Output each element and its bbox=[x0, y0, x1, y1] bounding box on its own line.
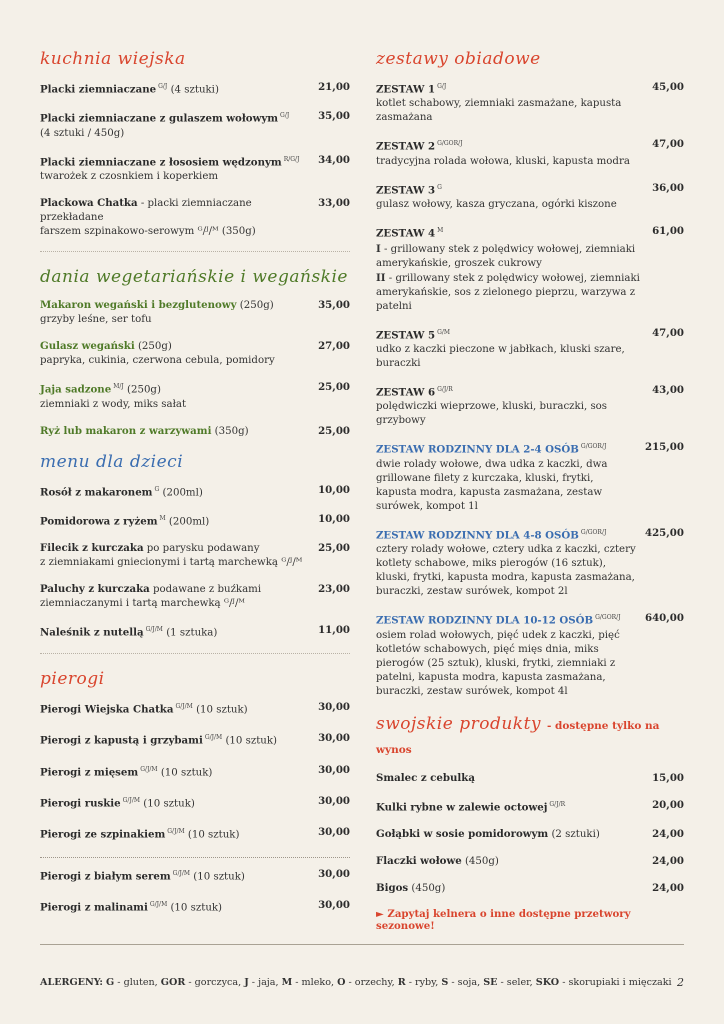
menu-item bbox=[376, 181, 684, 212]
menu-item bbox=[376, 137, 684, 168]
menu-item-price: 30,00 bbox=[318, 732, 350, 745]
menu-item-price: 24,00 bbox=[652, 881, 684, 894]
menu-item-portion: (250g) bbox=[123, 384, 161, 396]
menu-item-row bbox=[376, 224, 684, 313]
allergen-footer bbox=[40, 976, 684, 989]
allergen-entry bbox=[441, 977, 483, 988]
right-column bbox=[376, 40, 684, 932]
menu-item-title bbox=[40, 623, 318, 640]
menu-item-portion: - placki ziemniaczane przekładane bbox=[40, 198, 252, 224]
allergen-code: R bbox=[397, 977, 406, 988]
menu-item-row bbox=[376, 881, 684, 896]
menu-item-description: ziemniaczanymi i tartą marchewką ᴳ/ᴶ/ᴹ bbox=[40, 598, 246, 610]
menu-item-portion: (10 sztuk) bbox=[167, 902, 223, 914]
menu-item-row bbox=[40, 825, 350, 842]
menu-item-row bbox=[40, 380, 350, 411]
menu-item-price: 45,00 bbox=[652, 81, 684, 93]
menu-item-portion: (350g) bbox=[211, 425, 249, 437]
menu-item-portion: (10 sztuk) bbox=[192, 704, 248, 716]
menu-item-portion: (250g) bbox=[134, 341, 172, 353]
allergen-code: G bbox=[106, 977, 115, 988]
menu-item bbox=[40, 109, 350, 140]
menu-item-title bbox=[376, 383, 652, 428]
allergen-entry bbox=[244, 977, 281, 988]
variant-text: - grillowany stek z polędwicy wołowej, ziemniaki amerykańskie, sos z zielonego pieprzu, warzywa z patelni bbox=[376, 272, 640, 312]
allergen-name: - soja, bbox=[448, 977, 484, 988]
menu-item-row bbox=[376, 854, 684, 869]
left-column bbox=[40, 40, 350, 929]
menu-item bbox=[376, 611, 684, 698]
menu-item-name: ZESTAW 5 bbox=[376, 328, 436, 341]
menu-item-price: 47,00 bbox=[652, 138, 684, 151]
menu-item-name: ZESTAW 2 bbox=[376, 140, 436, 153]
dzieci-list bbox=[40, 483, 350, 641]
menu-item-portion: (1 sztuka) bbox=[162, 627, 218, 639]
menu-item-title bbox=[40, 794, 318, 811]
allergen-code: G bbox=[154, 485, 160, 493]
menu-item-title bbox=[40, 898, 318, 915]
menu-item-row bbox=[40, 80, 350, 97]
menu-item-description: (4 sztuki / 450g) bbox=[40, 127, 125, 139]
menu-item-description: gulasz wołowy, kasza gryczana, ogórki kiszone bbox=[376, 199, 617, 211]
allergen-name: - seler, bbox=[497, 977, 536, 988]
menu-item-row bbox=[40, 424, 350, 439]
menu-item-portion: (2 sztuki) bbox=[548, 828, 600, 840]
allergen-code: G/GOR/J bbox=[595, 614, 621, 622]
section-heading-dzieci: menu dla dzieci bbox=[40, 451, 184, 472]
menu-item-name: Placki ziemniaczane z gulaszem wołowym bbox=[40, 112, 279, 125]
allergen-code: M bbox=[281, 977, 293, 988]
menu-item-title bbox=[40, 541, 318, 570]
seasonal-note: ► Zapytaj kelnera o inne dostępne przetwory sezonowe! bbox=[376, 907, 631, 932]
menu-item-row bbox=[40, 109, 350, 140]
allergen-code: G/J/M bbox=[140, 765, 158, 773]
menu-item bbox=[376, 798, 684, 815]
menu-item-price: 25,00 bbox=[318, 424, 350, 437]
allergen-code: G/J/M bbox=[204, 734, 223, 742]
menu-item-price: 25,00 bbox=[318, 542, 350, 555]
menu-item-portion: (10 sztuk) bbox=[184, 829, 240, 841]
menu-item-row bbox=[376, 771, 684, 786]
allergen-legend bbox=[40, 977, 672, 988]
menu-item-row bbox=[40, 483, 350, 500]
allergen-items bbox=[106, 977, 672, 988]
menu-item-portion: (10 sztuk) bbox=[222, 735, 278, 747]
menu-item bbox=[376, 827, 684, 842]
menu-item bbox=[376, 326, 684, 371]
menu-item-price: 215,00 bbox=[645, 441, 684, 454]
menu-item-portion: (450g) bbox=[461, 855, 499, 867]
menu-item-title bbox=[40, 731, 318, 748]
menu-item bbox=[40, 867, 350, 884]
allergen-code: M bbox=[159, 514, 166, 522]
divider bbox=[40, 857, 350, 858]
menu-item-row bbox=[40, 582, 350, 611]
allergen-entry bbox=[161, 977, 244, 988]
menu-item-price: 33,00 bbox=[318, 197, 350, 210]
menu-item-title bbox=[376, 798, 652, 815]
menu-item-price: 30,00 bbox=[318, 763, 350, 776]
menu-item-name: Pomidorowa z ryżem bbox=[40, 515, 158, 528]
menu-item-title bbox=[40, 763, 318, 780]
menu-item-title bbox=[40, 582, 318, 611]
menu-item-title bbox=[376, 440, 645, 513]
menu-item-portion: (4 sztuki) bbox=[167, 84, 219, 96]
menu-item bbox=[40, 582, 350, 611]
menu-item-name: ZESTAW RODZINNY DLA 4-8 OSÓB bbox=[376, 529, 579, 542]
menu-item bbox=[376, 881, 684, 896]
menu-item-title bbox=[40, 483, 318, 500]
menu-item-row bbox=[40, 898, 350, 915]
menu-item-title bbox=[40, 424, 318, 439]
allergen-code: J bbox=[244, 977, 249, 988]
menu-item-title bbox=[376, 326, 652, 371]
allergen-code: SKO bbox=[535, 977, 560, 988]
menu-item-row bbox=[376, 326, 684, 371]
menu-item-portion: (10 sztuk) bbox=[140, 798, 195, 810]
menu-item bbox=[40, 380, 350, 411]
menu-item-price: 20,00 bbox=[652, 798, 684, 811]
menu-item-title bbox=[376, 181, 652, 212]
menu-item-row bbox=[40, 867, 350, 884]
menu-item-name: Gulasz wegański bbox=[40, 340, 135, 353]
menu-item-title bbox=[40, 109, 318, 140]
menu-item-description: papryka, cukinia, czerwona cebula, pomidory bbox=[40, 355, 275, 367]
menu-item-row bbox=[376, 80, 684, 125]
menu-item-title bbox=[40, 153, 318, 184]
menu-item-title bbox=[376, 827, 652, 842]
menu-item bbox=[376, 440, 684, 513]
menu-item-description: dwie rolady wołowe, dwa udka z kaczki, dwa grillowane filety z kurczaka, kluski, frytki, kapusta modra, kapusta zasmażana, zestaw surówek, kompot 1l bbox=[376, 458, 608, 512]
menu-item bbox=[40, 483, 350, 500]
allergen-code: R/G/J bbox=[283, 155, 300, 163]
menu-item-price: 47,00 bbox=[652, 326, 684, 339]
menu-item bbox=[40, 298, 350, 327]
allergen-name: - jaja, bbox=[248, 977, 282, 988]
menu-item bbox=[376, 526, 684, 599]
allergen-code: O bbox=[337, 977, 346, 988]
menu-item-title bbox=[376, 881, 652, 896]
menu-item-row bbox=[376, 827, 684, 842]
menu-item-title bbox=[40, 196, 318, 239]
menu-item-name: Pierogi Wiejska Chatka bbox=[40, 703, 174, 716]
menu-item-title bbox=[40, 700, 318, 717]
menu-item-name: Makaron wegański i bezglutenowy bbox=[40, 299, 237, 312]
menu-item-row bbox=[40, 794, 350, 811]
swojskie-list bbox=[376, 771, 684, 896]
menu-item bbox=[376, 80, 684, 125]
menu-item-name: Pierogi z mięsem bbox=[40, 765, 139, 778]
menu-item-row bbox=[40, 731, 350, 748]
menu-item-name: Jaja sadzone bbox=[40, 383, 112, 396]
menu-item-name: Kulki rybne w zalewie octowej bbox=[376, 800, 548, 813]
allergen-name: - mleko, bbox=[292, 977, 338, 988]
menu-item-name: Pierogi ruskie bbox=[40, 797, 121, 810]
menu-item-row bbox=[40, 763, 350, 780]
menu-item-name: ZESTAW 6 bbox=[376, 386, 436, 399]
footer-divider bbox=[40, 944, 684, 945]
menu-item bbox=[40, 153, 350, 184]
menu-item bbox=[40, 339, 350, 368]
allergen-code: G/GOR/J bbox=[580, 443, 607, 451]
menu-item-description: osiem rolad wołowych, pięć udek z kaczki, pięć kotletów schabowych, pięć mięs dnia, miks pierogów (25 sztuk), kluski, frytki, ziemniaki z patelni, kapusta modra, kapusta zasmażana, buraczki, zestaw surówek, kompot 4l bbox=[376, 629, 620, 697]
menu-item-price: 25,00 bbox=[318, 381, 350, 394]
menu-item-name: Gołąbki w sosie pomidorowym bbox=[376, 827, 549, 840]
menu-item-title bbox=[40, 298, 318, 327]
menu-item-description: twarożek z czosnkiem i koperkiem bbox=[40, 171, 219, 183]
menu-item-price: 43,00 bbox=[652, 383, 684, 396]
menu-item-price: 11,00 bbox=[318, 624, 350, 637]
menu-item-price: 61,00 bbox=[652, 225, 684, 238]
menu-item-name: ZESTAW 3 bbox=[376, 184, 436, 197]
menu-item bbox=[40, 794, 350, 811]
menu-item-name: Paluchy z kurczaka bbox=[40, 583, 150, 596]
allergen-code: G/J/M bbox=[167, 828, 185, 836]
menu-item-row bbox=[40, 700, 350, 717]
menu-item-description: udko z kaczki pieczone w jabłkach, kluski szare, buraczki bbox=[376, 343, 625, 369]
pierogi-list bbox=[40, 700, 350, 916]
section-heading-wege: dania wegetariańskie i wegańskie bbox=[40, 267, 348, 288]
allergen-name: - gluten, bbox=[114, 977, 161, 988]
allergen-code: G bbox=[437, 183, 442, 191]
menu-item-title bbox=[376, 771, 652, 786]
menu-item-name: Naleśnik z nutellą bbox=[40, 626, 144, 639]
zestawy-list bbox=[376, 80, 684, 699]
divider bbox=[40, 251, 350, 252]
menu-item-description: cztery rolady wołowe, cztery udka z kaczki, cztery kotlety schabowe, miks pierogów (16 sztuk), kluski, frytki, kapusta modra, kapusta zasmażana, buraczki, zestaw surówek, kompot 2l bbox=[376, 544, 636, 598]
menu-item-portion: (10 sztuk) bbox=[157, 766, 213, 778]
menu-item-name: ZESTAW RODZINNY DLA 2-4 OSÓB bbox=[376, 443, 579, 456]
variant-label: II bbox=[376, 271, 386, 284]
menu-item-name: Pierogi ze szpinakiem bbox=[40, 828, 166, 841]
menu-item-price: 34,00 bbox=[318, 153, 350, 166]
menu-item-price: 24,00 bbox=[652, 854, 684, 867]
allergen-code: G/J/M bbox=[172, 869, 191, 877]
menu-item-name: Smalec z cebulką bbox=[376, 771, 475, 784]
menu-item bbox=[40, 700, 350, 717]
menu-item-portion: po parysku podawany bbox=[143, 543, 260, 555]
menu-item-title bbox=[376, 854, 652, 869]
menu-item-price: 24,00 bbox=[652, 827, 684, 840]
allergen-label: ALERGENY: bbox=[40, 977, 103, 988]
allergen-code: G/J/M bbox=[122, 796, 141, 804]
menu-item-title bbox=[40, 339, 318, 368]
allergen-code: G/J/M bbox=[175, 702, 193, 710]
allergen-code: G/GOR/J bbox=[580, 528, 607, 536]
menu-item bbox=[40, 731, 350, 748]
menu-item-name: Flaczki wołowe bbox=[376, 854, 462, 867]
allergen-code: G/GOR/J bbox=[437, 140, 463, 148]
menu-item-price: 30,00 bbox=[318, 899, 350, 912]
allergen-code: M bbox=[437, 227, 444, 235]
menu-item-row bbox=[376, 611, 684, 698]
allergen-name: - gorczyca, bbox=[185, 977, 245, 988]
allergen-entry bbox=[536, 977, 672, 988]
allergen-entry bbox=[398, 977, 442, 988]
menu-item-title bbox=[40, 380, 318, 411]
menu-item-title bbox=[40, 512, 318, 529]
menu-item-description: polędwiczki wieprzowe, kluski, buraczki, sos grzybowy bbox=[376, 401, 608, 427]
allergen-code: G/M bbox=[437, 328, 451, 336]
menu-item bbox=[40, 763, 350, 780]
menu-item-row bbox=[40, 339, 350, 368]
menu-item-name: Pierogi z malinami bbox=[40, 901, 148, 914]
menu-item-row bbox=[40, 512, 350, 529]
menu-item-name: Ryż lub makaron z warzywami bbox=[40, 424, 212, 437]
allergen-code: G/J bbox=[280, 112, 290, 120]
wege-list bbox=[40, 298, 350, 438]
menu-item-row bbox=[376, 440, 684, 513]
divider bbox=[40, 653, 350, 654]
allergen-code: G/J/R bbox=[549, 800, 566, 808]
menu-item-description: grzyby leśne, ser tofu bbox=[40, 314, 152, 326]
menu-item-name: Pierogi z kapustą i grzybami bbox=[40, 734, 203, 747]
menu-item-title bbox=[376, 611, 645, 698]
menu-item bbox=[40, 80, 350, 97]
section-heading-pierogi: pierogi bbox=[40, 668, 105, 689]
allergen-code: G/J/R bbox=[437, 385, 453, 393]
menu-item-title bbox=[40, 80, 318, 97]
allergen-code: GOR bbox=[160, 977, 186, 988]
menu-item bbox=[40, 512, 350, 529]
menu-item bbox=[40, 196, 350, 239]
menu-item-portion: (250g) bbox=[236, 300, 274, 312]
allergen-name: - skorupiaki i mięczaki bbox=[559, 977, 672, 988]
menu-item-portion: (10 sztuk) bbox=[190, 871, 245, 883]
menu-item-title bbox=[40, 825, 318, 842]
menu-item-name: ZESTAW 4 bbox=[376, 227, 436, 240]
menu-item bbox=[40, 898, 350, 915]
menu-item-price: 30,00 bbox=[318, 826, 350, 839]
menu-item-description: farszem szpinakowo-serowym ᴳ/ᴶ/ᴹ (350g) bbox=[40, 226, 256, 238]
menu-item-description: ziemniaki z wody, miks sałat bbox=[40, 398, 187, 410]
page-number: 2 bbox=[677, 976, 684, 989]
swojskie-subnote: - dostępne tylko na wynos bbox=[376, 719, 660, 756]
menu-item-name: Bigos bbox=[376, 881, 409, 894]
menu-item bbox=[40, 623, 350, 640]
menu-item-name: Placki ziemniaczane z łososiem wędzonym bbox=[40, 156, 282, 169]
menu-item-row bbox=[376, 383, 684, 428]
menu-item-title bbox=[376, 80, 652, 125]
allergen-name: - orzechy, bbox=[345, 977, 398, 988]
menu-item-portion: (450g) bbox=[408, 882, 446, 894]
menu-item-title bbox=[40, 867, 318, 884]
menu-item-price: 36,00 bbox=[652, 181, 684, 194]
menu-item-name: ZESTAW RODZINNY DLA 10-12 OSÓB bbox=[376, 614, 594, 627]
menu-item-description: z ziemniakami gniecionymi i tartą marchewką ᴳ/ᴶ/ᴹ bbox=[40, 557, 303, 569]
menu-item-row bbox=[376, 181, 684, 212]
allergen-code: G/J bbox=[158, 83, 168, 90]
menu-item-description bbox=[376, 271, 644, 314]
menu-item-price: 640,00 bbox=[645, 612, 684, 625]
menu-item-name: Filecik z kurczaka bbox=[40, 542, 144, 555]
menu-item bbox=[376, 224, 684, 313]
menu-item-row bbox=[40, 196, 350, 239]
menu-item bbox=[376, 383, 684, 428]
menu-item-price: 30,00 bbox=[318, 700, 350, 713]
allergen-name: - ryby, bbox=[405, 977, 442, 988]
menu-item-row bbox=[376, 137, 684, 168]
menu-item-price: 10,00 bbox=[318, 483, 350, 496]
allergen-code: S bbox=[441, 977, 449, 988]
menu-item-title bbox=[376, 526, 645, 599]
allergen-entry bbox=[282, 977, 338, 988]
variant-text: - grillowany stek z polędwicy wołowej, ziemniaki amerykańskie, groszek cukrowy bbox=[376, 243, 636, 269]
menu-item-price: 35,00 bbox=[318, 299, 350, 312]
menu-item-portion: (200ml) bbox=[159, 486, 203, 498]
allergen-code: G/J/M bbox=[149, 901, 168, 909]
menu-item bbox=[376, 854, 684, 869]
allergen-code: G/J/M bbox=[145, 626, 163, 634]
menu-item-price: 35,00 bbox=[318, 110, 350, 123]
menu-item bbox=[376, 771, 684, 786]
menu-item-price: 21,00 bbox=[318, 81, 350, 93]
menu-item bbox=[40, 825, 350, 842]
menu-item-price: 27,00 bbox=[318, 340, 350, 353]
menu-item-description: kotlet schabowy, ziemniaki zasmażane, kapusta zasmażana bbox=[376, 98, 622, 124]
menu-item-row bbox=[40, 541, 350, 570]
menu-item-row bbox=[376, 798, 684, 815]
menu-item bbox=[40, 541, 350, 570]
allergen-code: SE bbox=[483, 977, 498, 988]
variant-label: I bbox=[376, 242, 381, 255]
allergen-entry bbox=[337, 977, 398, 988]
kuchnia-list bbox=[40, 80, 350, 239]
menu-item-portion: (200ml) bbox=[165, 516, 210, 528]
allergen-entry bbox=[483, 977, 536, 988]
section-heading-kuchnia: kuchnia wiejska bbox=[40, 49, 186, 69]
allergen-entry bbox=[106, 977, 161, 988]
swojskie-title: swojskie produkty bbox=[376, 713, 542, 734]
allergen-code: G/J bbox=[437, 83, 447, 90]
menu-item-title bbox=[376, 224, 652, 313]
menu-item-name: Rosół z makaronem bbox=[40, 485, 153, 498]
menu-item-portion: podawane z buźkami bbox=[149, 584, 262, 596]
section-heading-zestawy: zestawy obiadowe bbox=[376, 49, 541, 69]
menu-item-price: 23,00 bbox=[318, 583, 350, 596]
menu-item-price: 15,00 bbox=[652, 771, 684, 784]
menu-item-name: Placki ziemniaczane bbox=[40, 83, 157, 96]
menu-item-name: Pierogi z białym serem bbox=[40, 870, 171, 883]
menu-item-row bbox=[376, 526, 684, 599]
allergen-code: M/J bbox=[113, 383, 124, 391]
section-heading-swojskie bbox=[376, 713, 684, 761]
menu-item-name: ZESTAW 1 bbox=[376, 83, 436, 96]
menu-item-row bbox=[40, 153, 350, 184]
menu-item-row bbox=[40, 298, 350, 327]
menu-item-name: Plackowa Chatka bbox=[40, 197, 138, 210]
menu-item-price: 425,00 bbox=[645, 526, 684, 539]
menu-item-description: tradycyjna rolada wołowa, kluski, kapusta modra bbox=[376, 155, 630, 167]
menu-item-title bbox=[376, 137, 652, 168]
menu-item-price: 30,00 bbox=[318, 867, 350, 880]
menu-item-price: 10,00 bbox=[318, 512, 350, 525]
menu-item-row bbox=[40, 623, 350, 640]
menu-item-description bbox=[376, 242, 644, 271]
menu-item-price: 30,00 bbox=[318, 794, 350, 807]
menu-item bbox=[40, 424, 350, 439]
